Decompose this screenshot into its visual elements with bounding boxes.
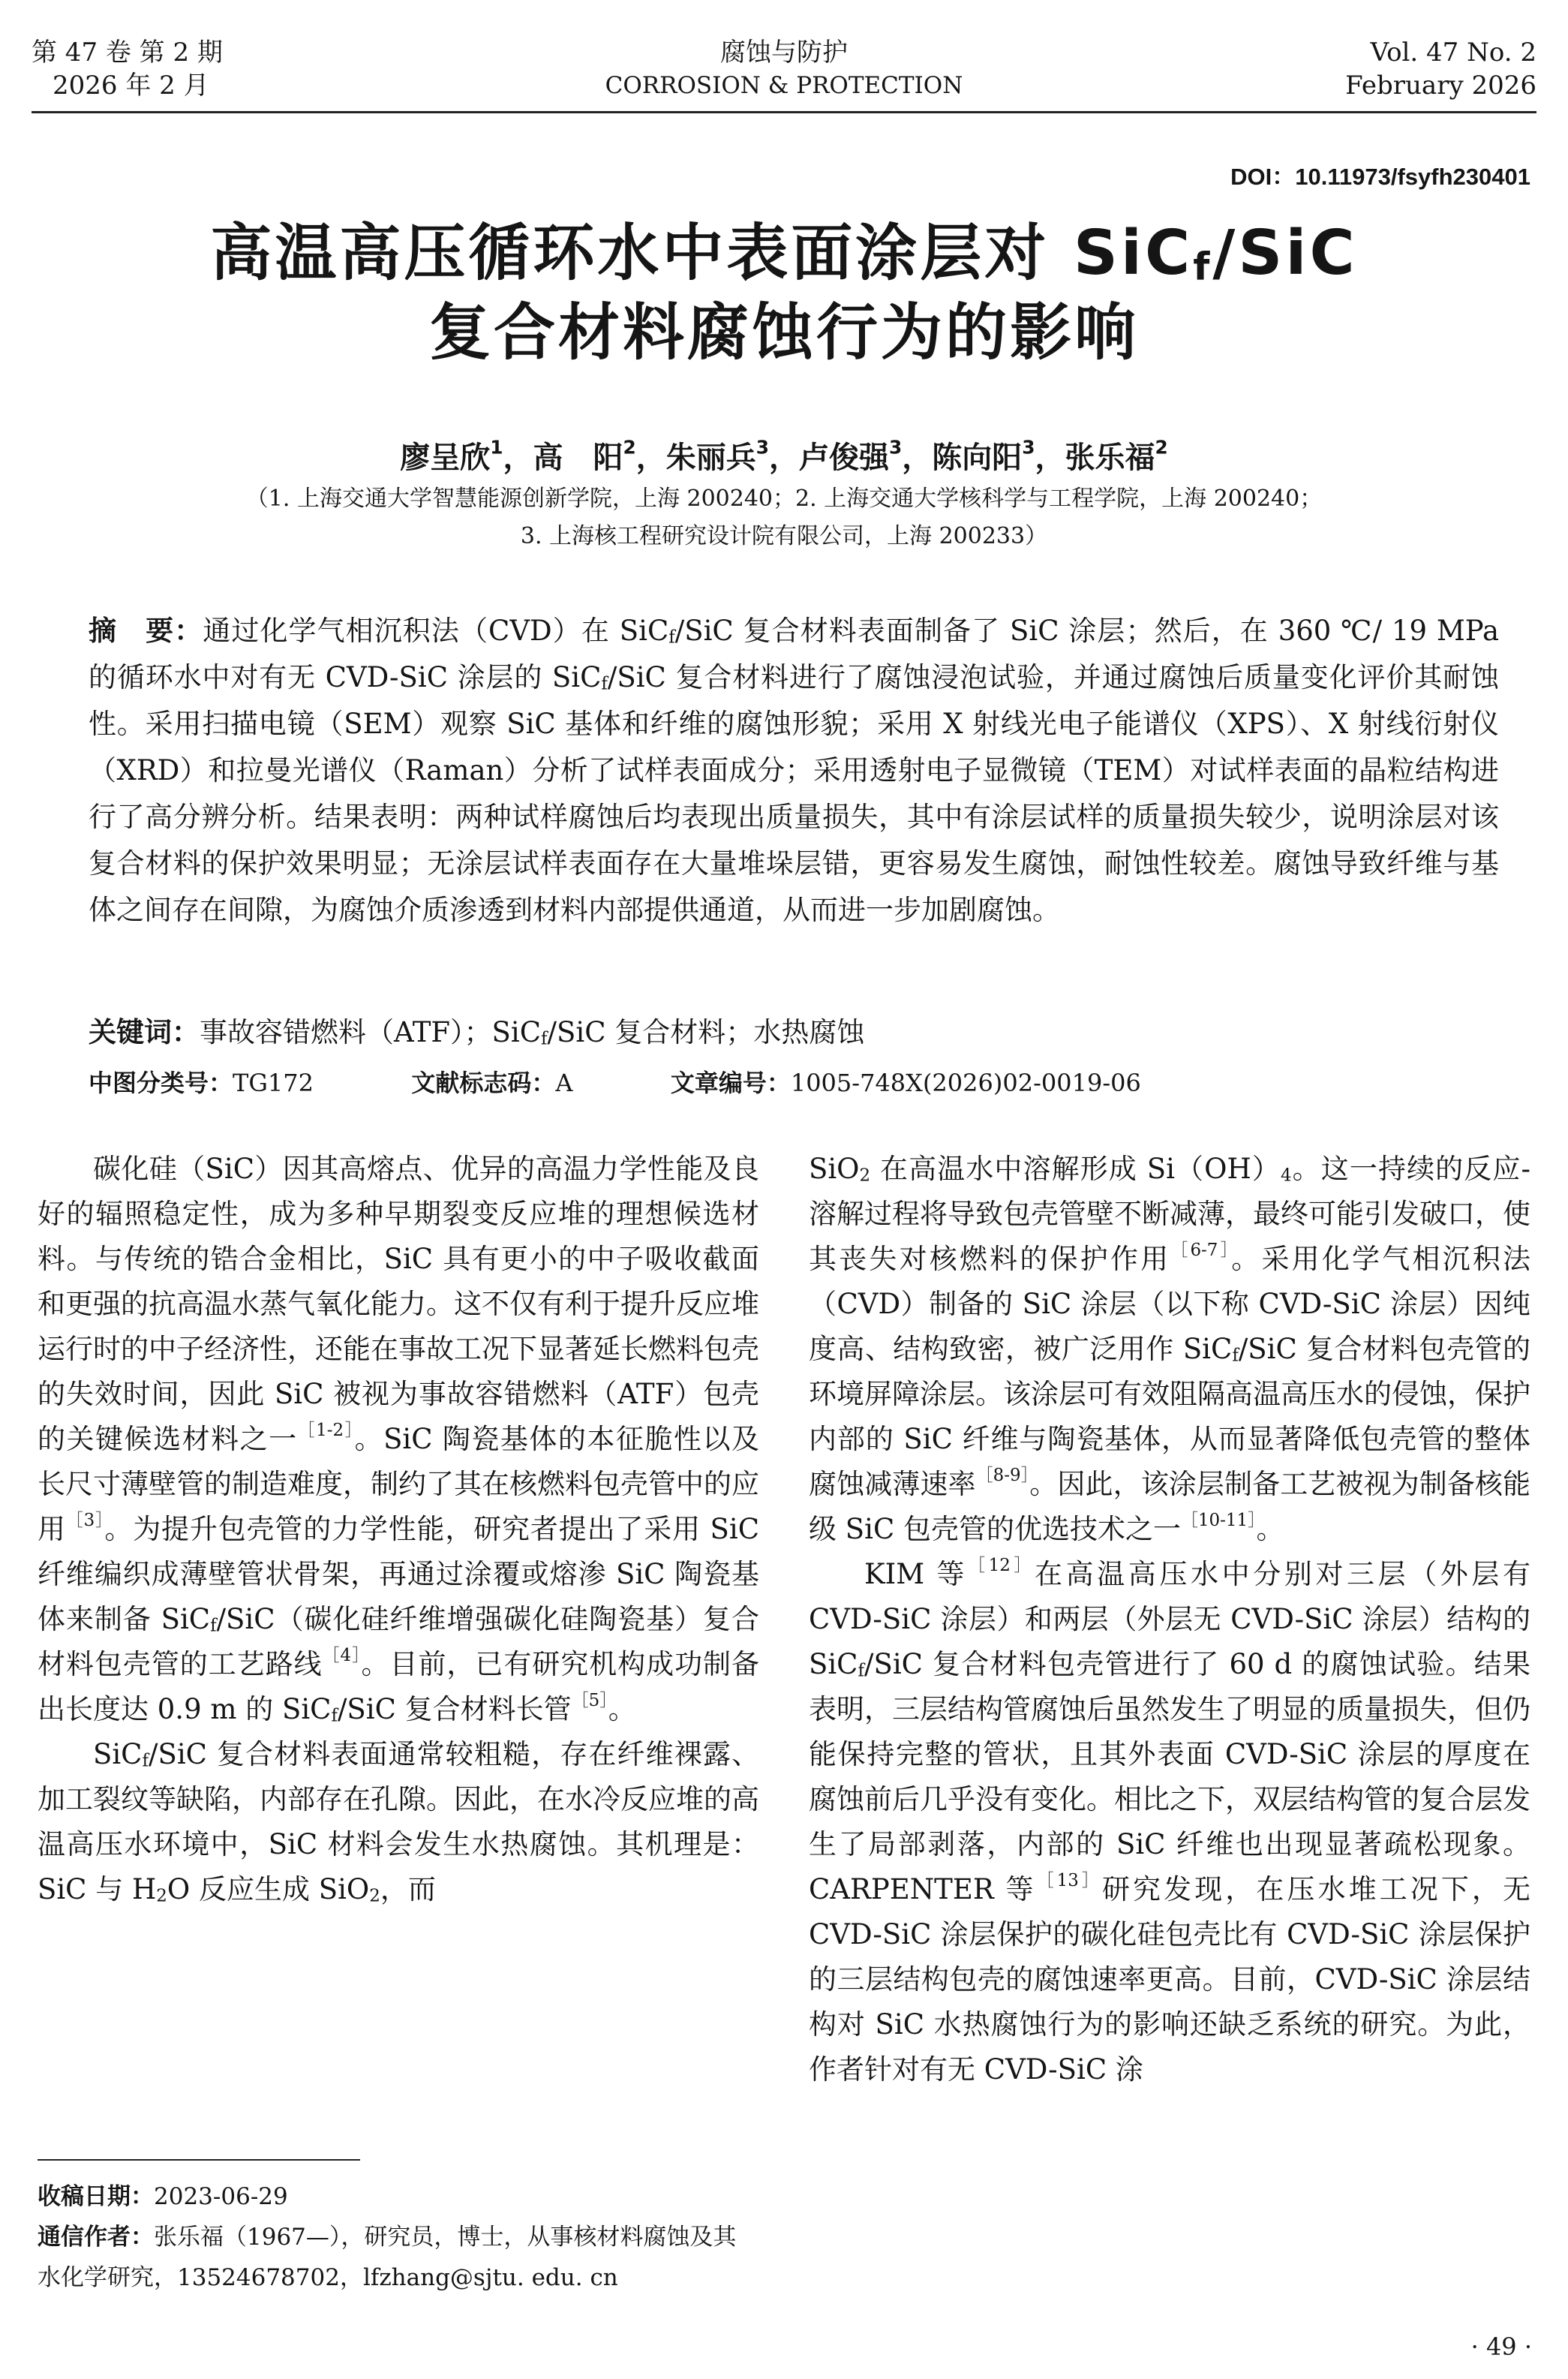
header-center <box>484 36 1084 102</box>
paragraph: 碳化硅（SiC）因其高熔点、优异的高温力学性能及良好的辐照稳定性，成为多种早期裂变反应堆的理想候选材料。与传统的锆合金相比，SiC 具有更小的中子吸收截面和更强的抗高温水蒸气氧化能力。这不仅有利于提升反应堆运行时的中子经济性，还能在事故工况下显著延长燃料包壳的失效时间，因此 SiC 被视为事故容错燃料（ATF）包壳的关键候选材料之一$^{[1-2]}$。SiC 陶瓷基体的本征脆性以及长尺寸薄壁管的制造难度，制约了其在核燃料包壳管中的应用$^{[3]}$。为提升包壳管的力学性能，研究者提出了采用 SiC 纤维编织成薄壁管状骨架，再通过涂覆或熔渗 SiC 陶瓷基体来制备 SiC$_f$/SiC（碳化硅纤维增强碳化硅陶瓷基）复合材料包壳管的工艺路线$^{[4]}$。目前，已有研究机构成功制备出长度达 0.9 m 的 SiC$_f$/SiC 复合材料长管$^{[5]}$。 <box>38 1153 760 1726</box>
paper-title <box>0 214 1568 373</box>
body-left-column <box>38 1147 759 1912</box>
citation[interactable]: ［8-9］ <box>975 1465 1030 1485</box>
classification-line <box>89 1064 1499 1099</box>
citation[interactable]: ［1-2］ <box>297 1420 355 1440</box>
doc-code-label: 文献标志码： <box>411 1069 556 1097</box>
header-rule <box>32 111 1536 113</box>
paragraph: KIM 等$^{[12]}$在高温高压水中分别对三层（外层有 CVD-SiC 涂层）和两层（外层无 CVD-SiC 涂层）结构的 SiC$_f$/SiC 复合材料包壳管进行了 60 d 的腐蚀试验。结果表明，三层结构管腐蚀后虽然发生了明显的质量损失，但仍能保持完整的管状，且其外表面 CVD-SiC 涂层的厚度在腐蚀前后几乎没有变化。相比之下，双层结构管的复合层发生了局部剥落，内部的 SiC 纤维也出现显著疏松现象。CARPENTER 等$^{[13]}$研究发现，在压水堆工况下，无 CVD-SiC 涂层保护的碳化硅包壳比有 CVD-SiC 涂层保护的三层结构包壳的腐蚀速率更高。目前，CVD-SiC 涂层结构对 SiC 水热腐蚀行为的影响还缺乏系统的研究。为此，作者针对有无 CVD-SiC 涂 <box>809 1555 1531 2086</box>
author[interactable]: 朱丽兵$^3$ <box>665 436 769 475</box>
clc-label: 中图分类号： <box>89 1069 233 1097</box>
citation[interactable]: ［12］ <box>968 1555 1035 1575</box>
keywords-label: 关键词： <box>89 1016 200 1048</box>
author[interactable]: 廖呈欣$^1$ <box>400 436 503 475</box>
paragraph: SiO$_2$ 在高温水中溶解形成 $Si(OH)_4$。这一持续的反应-溶解过程将导致包壳管壁不断减薄，最终可能引发破口，使其丧失对核燃料的保护作用$^{[6-7]}$。采用化学气相沉积法（CVD）制备的 SiC 涂层（以下称 CVD-SiC 涂层）因纯度高、结构致密，被广泛用作 SiC$_f$/SiC 复合材料包壳管的环境屏障涂层。该涂层可有效阻隔高温高压水的侵蚀，保护内部的 SiC 纤维与陶瓷基体，从而显著降低包壳管的整体腐蚀减薄速率$^{[8-9]}$。因此，该涂层制备工艺被视为制备核能级 SiC 包壳管的优选技术之一$^{[10-11]}$。 <box>809 1153 1531 1545</box>
article-number-value: 1005-748X(2026)02-0019-06 <box>790 1069 1141 1097</box>
citation[interactable]: ［6-7］ <box>1170 1240 1232 1260</box>
journal-name-cn: 腐蚀与防护 <box>720 38 848 68</box>
corresponding-author: 通信作者：张乐福（1967—），研究员，博士，从事核材料腐蚀及其水化学研究，13524678702，lfzhang@sjtu. edu. cn <box>38 2224 737 2291</box>
author[interactable]: 张乐福$^2$ <box>1065 436 1168 475</box>
citation[interactable]: ［5］ <box>571 1690 608 1710</box>
volume-issue-cn: 第 47 卷 第 2 期 <box>32 38 223 68</box>
header-left <box>32 36 223 102</box>
citation[interactable]: ［3］ <box>65 1510 105 1530</box>
doc-code-value: A <box>555 1069 573 1097</box>
title-line-2: 复合材料腐蚀行为的影响 <box>428 297 1139 368</box>
doi: DOI：10.11973/fsyfh230401 <box>1230 164 1530 190</box>
received-date: 收稿日期：2023-06-29 <box>38 2183 288 2210</box>
affiliation-line-1: （1. 上海交通大学智慧能源创新学院，上海 200240；2. 上海交通大学核科学与工程学院，上海 200240； <box>245 486 1323 512</box>
citation[interactable]: ［10-11］ <box>1181 1510 1257 1530</box>
paragraph: SiC$_f$/SiC 复合材料表面通常较粗糙，存在纤维裸露、加工裂纹等缺陷，内部存在孔隙。因此，在水冷反应堆的高温高压水环境中，SiC 材料会发生水热腐蚀。其机理是：SiC 与 $H_2O$ 反应生成 SiO$_2$，而 <box>38 1738 759 1906</box>
clc-value: TG172 <box>233 1069 314 1097</box>
footnote-rule <box>38 2159 360 2161</box>
journal-name-en: CORROSION & PROTECTION <box>605 72 963 99</box>
abstract-label: 摘 要： <box>89 615 203 647</box>
citation[interactable]: ［4］ <box>322 1645 362 1665</box>
author[interactable]: 高 阳$^2$ <box>533 436 636 475</box>
author[interactable]: 陈向阳$^3$ <box>932 436 1035 475</box>
affiliation-line-2: 3. 上海核工程研究设计院有限公司，上海 200233） <box>520 523 1048 549</box>
abstract: 摘 要：通过化学气相沉积法（CVD）在 SiC$_f$/SiC 复合材料表面制备了 SiC 涂层；然后，在 360 ℃/ 19 MPa 的循环水中对有无 CVD-SiC 涂层的 SiC$_f$/SiC 复合材料进行了腐蚀浸泡试验，并通过腐蚀后质量变化评价其耐蚀性。采用扫描电镜（SEM）观察 SiC 基体和纤维的腐蚀形貌；采用 X 射线光电子能谱仪（XPS）、X 射线衍射仪（XRD）和拉曼光谱仪（Raman）分析了试样表面成分；采用透射电子显微镜（TEM）对试样表面的晶粒结构进行了高分辨分析。结果表明：两种试样腐蚀后均表现出质量损失，其中有涂层试样的质量损失较少，说明涂层对该复合材料的保护效果明显；无涂层试样表面存在大量堆垛层错，更容易发生腐蚀，耐蚀性较差。腐蚀导致纤维与基体之间存在间隙，为腐蚀介质渗透到材料内部提供通道，从而进一步加剧腐蚀。 <box>89 615 1500 926</box>
volume-issue-en: Vol. 47 No. 2 <box>1370 38 1536 68</box>
keywords: 关键词：事故容错燃料（ATF）；SiC$_f$/SiC 复合材料；水热腐蚀 <box>89 1016 865 1049</box>
citation[interactable]: ［13］ <box>1036 1870 1102 1890</box>
header-right <box>1345 36 1536 102</box>
footnote <box>38 2176 759 2298</box>
date-cn: 2026 年 2 月 <box>53 71 209 101</box>
affiliations <box>0 480 1568 555</box>
page-number: · 49 · <box>1470 2332 1532 2361</box>
author-list: 廖呈欣$^1$，高 阳$^2$，朱丽兵$^3$，卢俊强$^3$，陈向阳$^3$，张乐福$^2$ <box>400 436 1168 475</box>
body-right-column <box>809 1147 1530 2092</box>
title-line-1: 高温高压循环水中表面涂层对 SiC$_f$/SiC <box>210 218 1358 289</box>
article-number-label: 文章编号： <box>670 1069 791 1097</box>
date-en: February 2026 <box>1345 71 1536 101</box>
author[interactable]: 卢俊强$^3$ <box>799 436 903 475</box>
